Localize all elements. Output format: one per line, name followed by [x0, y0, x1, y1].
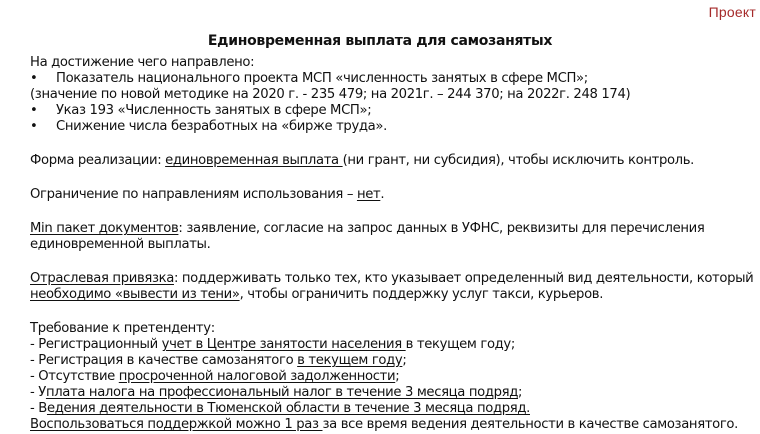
form-paragraph: Форма реализации: единовременная выплата (ни грант, ни субсидия), чтобы исключить контроль. [30, 153, 695, 168]
spacer [30, 253, 750, 271]
industry-emphasis: необходимо «вывести из тени» [30, 287, 240, 302]
spacer [30, 303, 750, 321]
bullet-icon: • [30, 103, 38, 118]
requirement-item: - Ведения деятельности в Тюменской области в течение 3 месяца подряд. [30, 401, 530, 416]
spacer [30, 135, 750, 153]
restriction-paragraph: Ограничение по направлениям использования – нет. [30, 187, 385, 202]
bullet-icon: • [30, 119, 38, 134]
requirement-item: - Уплата налога на профессиональный налог в течение 3 месяца подряд; [30, 385, 523, 400]
requirement-item: - Регистрация в качестве самозанятого в текущем году; [30, 353, 407, 368]
goal-item: • Показатель национального проекта МСП «численность занятых в сфере МСП»; [30, 71, 588, 86]
documents-paragraph-cont: единовременной выплаты. [30, 237, 211, 252]
documents-paragraph: Min пакет документов: заявление, согласие на запрос данных в УФНС, реквизиты для перечисления [30, 221, 705, 236]
goal-note: (значение по новой методике на 2020 г. - 235 479; на 2021г. – 244 370; на 2022г. 248 174) [30, 87, 631, 102]
goal-item: • Указ 193 «Численность занятых в сфере МСП»; [30, 103, 372, 118]
spacer [30, 169, 750, 187]
industry-label: Отраслевая привязка [30, 271, 174, 286]
goal-heading: На достижение чего направлено: [30, 55, 255, 70]
industry-paragraph-cont: необходимо «вывести из тени», чтобы ограничить поддержку услуг такси, курьеров. [30, 287, 604, 302]
industry-paragraph: Отраслевая привязка: поддерживать только тех, кто указывает определенный вид деятельности, который [30, 271, 754, 286]
documents-label: Min пакет документов [30, 221, 179, 236]
goal-item: • Снижение числа безработных на «бирже труда». [30, 119, 387, 134]
document-title: Единовременная выплата для самозанятых [207, 33, 553, 49]
spacer [30, 203, 750, 221]
restriction-emphasis: нет [356, 187, 381, 202]
bullet-icon: • [30, 71, 38, 86]
requirements-heading: Требование к претенденту: [30, 321, 215, 336]
document-body [30, 55, 754, 433]
requirement-final-note: Воспользоваться поддержкой можно 1 раз за все время ведения деятельности в качестве самозанятого. [30, 417, 738, 432]
requirement-item: - Отсутствие просроченной налоговой задолженности; [30, 369, 400, 384]
draft-stamp: Проект [708, 4, 756, 20]
requirement-item: - Регистрационный учет в Центре занятости населения в текущем году; [30, 337, 515, 352]
form-emphasis: единовременная выплата [165, 153, 343, 168]
